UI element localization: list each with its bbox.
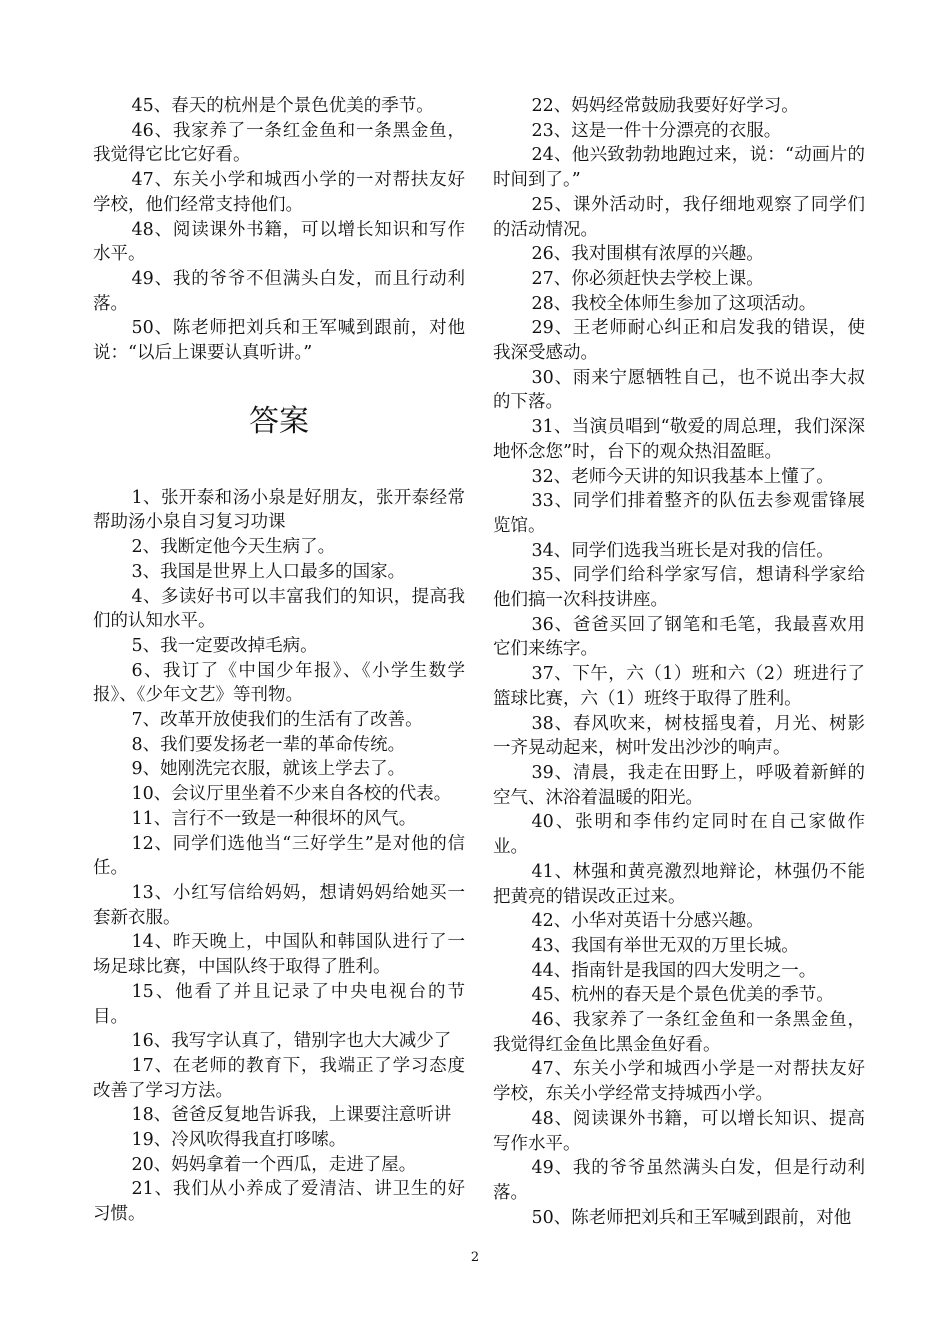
- answers-heading: 答案: [249, 403, 309, 439]
- exercise-item: 45、春天的杭州是个景色优美的季节。: [131, 96, 434, 116]
- answer-item: 38、春风吹来，树枝摇曳着，月光、树影一齐晃动起来，树叶发出沙沙的响声。: [493, 713, 865, 759]
- answer-item: 21、我们从小养成了爱清洁、讲卫生的好习惯。: [93, 1179, 465, 1225]
- answer-item: 41、林强和黄亮激烈地辩论，林强仍不能把黄亮的错误改正过来。: [493, 861, 865, 907]
- answer-item: 34、同学们选我当班长是对我的信任。: [531, 540, 834, 561]
- answer-item: 27、你必须赶快去学校上课。: [531, 268, 764, 289]
- exercise-item: 49、我的爷爷不但满头白发，而且行动利落。: [93, 268, 465, 314]
- answer-item: 37、下午，六（1）班和六（2）班进行了篮球比赛，六（1）班终于取得了胜利。: [493, 664, 865, 709]
- answer-item: 14、昨天晚上，中国队和韩国队进行了一场足球比赛，中国队终于取得了胜利。: [93, 932, 465, 978]
- answer-item: 47、东关小学和城西小学是一对帮扶友好学校，东关小学经常支持城西小学。: [493, 1059, 865, 1105]
- answer-item: 46、我家养了一条红金鱼和一条黑金鱼，我觉得红金鱼比黑金鱼好看。: [493, 1010, 865, 1055]
- answer-item: 23、这是一件十分漂亮的衣服。: [531, 120, 782, 141]
- answer-item: 24、他兴致勃勃地跑过来，说：“动画片的时间到了。”: [493, 145, 865, 191]
- answer-item: 48、阅读课外书籍，可以增长知识、提高写作水平。: [493, 1108, 865, 1154]
- answer-item: 11、言行不一致是一种很坏的风气。: [131, 808, 417, 829]
- answer-item: 1、张开泰和汤小泉是好朋友，张开泰经常帮助汤小泉自习复习功课: [93, 487, 465, 533]
- answer-item: 20、妈妈拿着一个西瓜，走进了屋。: [131, 1154, 417, 1175]
- answer-item: 15、他看了并且记录了中央电视台的节目。: [93, 981, 465, 1027]
- answer-item: 26、我对围棋有浓厚的兴趣。: [531, 244, 764, 265]
- answer-list-continued: [493, 94, 865, 1230]
- exercise-list: [93, 94, 465, 366]
- answer-item: 33、同学们排着整齐的队伍去参观雷锋展览馆。: [493, 491, 865, 536]
- answer-item: 39、清晨，我走在田野上，呼吸着新鲜的空气、沐浴着温暖的阳光。: [493, 762, 865, 808]
- answer-item: 49、我的爷爷虽然满头白发，但是行动利落。: [493, 1158, 865, 1203]
- answer-item: 50、陈老师把刘兵和王军喊到跟前，对他: [531, 1207, 852, 1228]
- answer-item: 43、我国有举世无双的万里长城。: [531, 935, 799, 956]
- answer-item: 32、老师今天讲的知识我基本上懂了。: [531, 466, 834, 487]
- answer-item: 31、当演员唱到“敬爱的周总理，我们深深地怀念您”时，台下的观众热泪盈眶。: [493, 417, 865, 462]
- answer-item: 19、冷风吹得我直打哆嗦。: [131, 1130, 347, 1151]
- answer-item: 3、我国是世界上人口最多的国家。: [131, 561, 406, 582]
- answer-item: 30、雨来宁愿牺牲自己，也不说出李大叔的下落。: [493, 367, 865, 413]
- right-column: [493, 94, 865, 1230]
- answer-item: 17、在老师的教育下，我端正了学习态度改善了学习方法。: [93, 1055, 465, 1101]
- answer-item: 22、妈妈经常鼓励我要好好学习。: [531, 96, 799, 116]
- answer-item: 18、爸爸反复地告诉我，上课要注意听讲: [131, 1105, 452, 1126]
- exercise-item: 48、阅读课外书籍，可以增长知识和写作水平。: [93, 219, 465, 265]
- exercise-item: 50、陈老师把刘兵和王军喊到跟前，对他说：“以后上课要认真听讲。”: [93, 318, 465, 364]
- answer-item: 36、爸爸买回了钢笔和毛笔，我最喜欢用它们来练字。: [493, 614, 865, 660]
- answer-item: 6、我订了《中国少年报》、《小学生数学报》、《少年文艺》等刊物。: [93, 660, 465, 706]
- answer-item: 42、小华对英语十分感兴趣。: [531, 911, 764, 932]
- answer-item: 45、杭州的春天是个景色优美的季节。: [531, 985, 834, 1006]
- answer-item: 16、我写字认真了，错别字也大大减少了: [131, 1031, 452, 1052]
- answer-item: 29、王老师耐心纠正和启发我的错误，使我深受感动。: [493, 318, 865, 364]
- answer-list: [93, 486, 465, 1227]
- answer-item: 44、指南针是我国的四大发明之一。: [531, 960, 817, 981]
- answer-item: 7、改革开放使我们的生活有了改善。: [131, 710, 423, 731]
- answer-item: 2、我断定他今天生病了。: [131, 537, 336, 558]
- answer-item: 12、同学们选他当“三好学生”是对他的信任。: [93, 833, 465, 879]
- exercise-item: 46、我家养了一条红金鱼和一条黑金鱼，我觉得它比它好看。: [93, 120, 465, 166]
- answer-item: 10、会议厅里坐着不少来自各校的代表。: [131, 784, 452, 805]
- answer-item: 9、她刚洗完衣服，就该上学去了。: [131, 759, 406, 780]
- left-column: [93, 94, 465, 1227]
- answer-item: 35、同学们给科学家写信，想请科学家给他们搞一次科技讲座。: [493, 565, 865, 611]
- answer-item: 5、我一定要改掉毛病。: [131, 635, 318, 656]
- page-number: 2: [470, 1250, 480, 1265]
- answer-item: 4、多读好书可以丰富我们的知识，提高我们的认知水平。: [93, 586, 465, 632]
- answer-item: 40、张明和李伟约定同时在自己家做作业。: [493, 812, 865, 858]
- answer-item: 8、我们要发扬老一辈的革命传统。: [131, 734, 406, 755]
- exercise-item: 47、东关小学和城西小学的一对帮扶友好学校，他们经常支持他们。: [93, 170, 465, 215]
- answer-item: 28、我校全体师生参加了这项活动。: [531, 293, 817, 314]
- answer-item: 25、课外活动时，我仔细地观察了同学们的活动情况。: [493, 194, 865, 240]
- answer-item: 13、小红写信给妈妈，想请妈妈给她买一套新衣服。: [93, 882, 465, 928]
